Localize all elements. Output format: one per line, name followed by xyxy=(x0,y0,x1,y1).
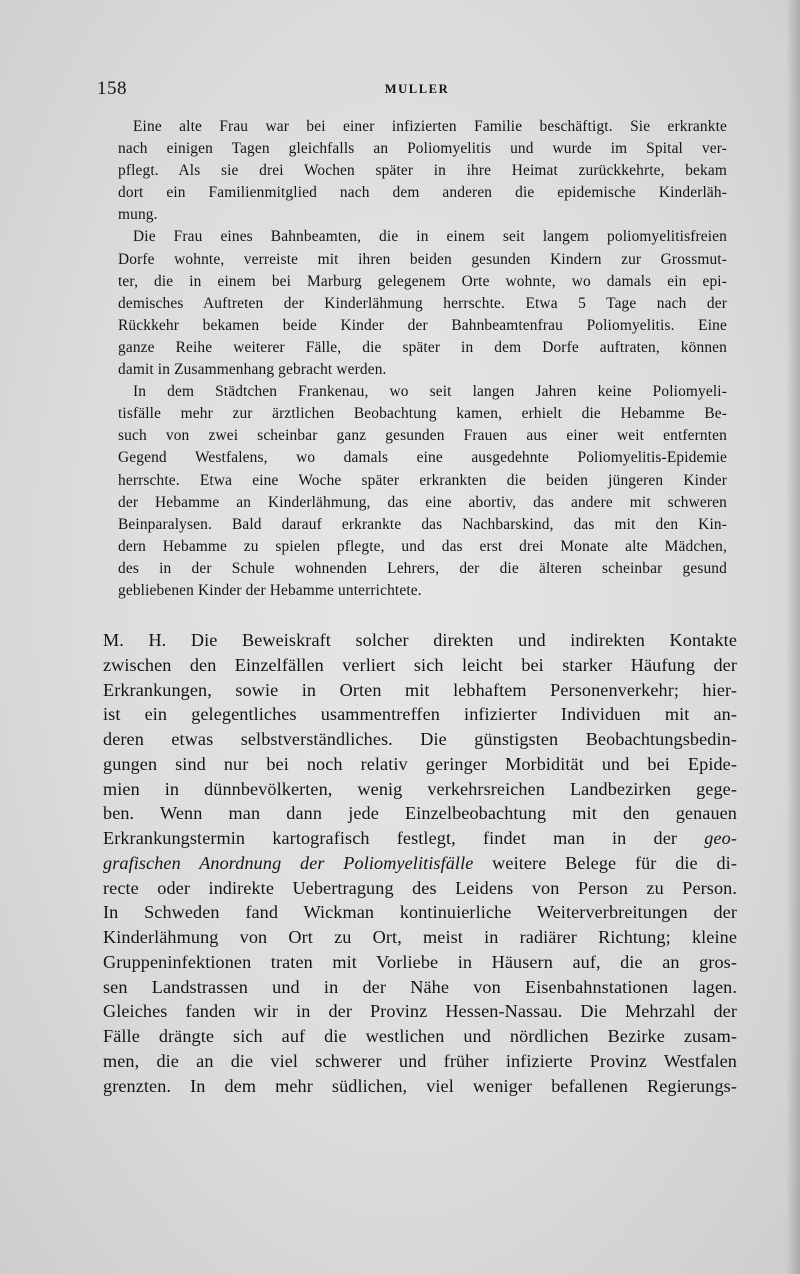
text-segment: Erkrankungstermin kartografisch festlegt, findet man in der xyxy=(103,828,678,848)
paragraph-main xyxy=(103,628,737,1098)
text-line: tisfälle mehr zur ärztlichen Beobachtung kamen, erhielt die Hebamme Be- xyxy=(118,405,727,423)
paragraph-railway-officer-wife xyxy=(103,226,727,381)
text-segment: weitere Belege für die di- xyxy=(492,852,737,873)
text-line: der Hebamme an Kinderlähmung, das eine abortiv, das andere mit schweren xyxy=(118,493,727,511)
text-line: Gleiches fanden wir in der Provinz Hessen-Nassau. Die Mehrzahl der xyxy=(103,1001,737,1022)
text-line: zwischen den Einzelfällen verliert sich leicht bei starker Häufung der xyxy=(103,654,737,675)
text-line: gebliebenen Kinder der Hebamme unterrichtete. xyxy=(118,581,422,599)
text-line: M. H. Die Beweiskraft solcher direkten und indirekten Kontakte xyxy=(103,630,737,650)
text-line: demisches Auftreten der Kinderlähmung herrschte. Etwa 5 Tage nach der xyxy=(118,294,727,312)
page-edge-shadow xyxy=(786,0,800,1274)
text-line: Dorfe wohnte, verreiste mit ihren beiden gesunden Kindern zur Grossmut- xyxy=(118,250,727,268)
text-line: ganze Reihe weiterer Fälle, die später in dem Dorfe auftraten, können xyxy=(118,338,727,356)
page-header xyxy=(97,78,737,104)
text-line: des in der Schule wohnenden Lehrers, der die älteren scheinbar gesund xyxy=(118,559,727,577)
text-line: dort ein Familienmitglied nach dem anderen die epidemische Kinderläh- xyxy=(118,184,727,202)
text-line: deren etwas selbstverständliches. Die günstigsten Beobachtungsbedin- xyxy=(103,729,737,749)
text-line: Die Frau eines Bahnbeamten, die in einem seit langem poliomyelitisfreien xyxy=(133,228,727,246)
text-line: gungen sind nur bei noch relativ geringer Morbidität und bei Epide- xyxy=(103,753,737,774)
text-line xyxy=(103,826,737,851)
text-line xyxy=(103,851,737,876)
text-line: Fälle drängte sich auf die westlichen und nördlichen Bezirke zusam- xyxy=(103,1026,737,1046)
text-line: Beinparalysen. Bald darauf erkrankte das Nachbarskind, das mit den Kin- xyxy=(118,515,727,533)
page-number: 158 xyxy=(97,78,127,99)
text-line: Gegend Westfalens, wo damals eine ausgedehnte Poliomyelitis-Epidemie xyxy=(118,449,727,467)
text-line: Kinderlähmung von Ort zu Ort, meist in radiärer Richtung; kleine xyxy=(103,927,737,947)
text-line: sen Landstrassen und in der Nähe von Eisenbahnstationen lagen. xyxy=(103,976,737,997)
text-line: In dem Städtchen Frankenau, wo seit langen Jahren keine Poliomyeli- xyxy=(133,383,727,401)
text-line: nach einigen Tagen gleichfalls an Poliomyelitis und wurde im Spital ver- xyxy=(118,140,727,158)
text-line: recte oder indirekte Uebertragung des Leidens von Person zu Person. xyxy=(103,877,737,898)
text-line: Rückkehr bekamen beide Kinder der Bahnbeamtenfrau Poliomyelitis. Eine xyxy=(118,316,727,334)
text-line: men, die an die viel schwerer und früher infizierte Provinz Westfalen xyxy=(103,1050,737,1071)
text-line: mien in dünnbevölkerten, wenig verkehrsreichen Landbezirken gege- xyxy=(103,778,737,799)
text-line: grenzten. In dem mehr südlichen, viel weniger befallenen Regierungs- xyxy=(103,1075,737,1096)
text-line: pflegt. Als sie drei Wochen später in ihre Heimat zurückkehrte, bekam xyxy=(118,162,727,180)
small-print-section xyxy=(103,116,727,602)
text-line: herrschte. Etwa eine Woche später erkrankten die beiden jüngeren Kinder xyxy=(118,471,727,489)
text-line: damit in Zusammenhang gebracht werden. xyxy=(118,361,387,379)
paragraph-old-woman xyxy=(103,116,727,226)
running-head: MULLER xyxy=(384,82,450,96)
text-line: ter, die in einem bei Marburg gelegenem Orte wohnte, wo damals ein epi- xyxy=(118,272,727,290)
main-text-section xyxy=(103,628,737,1098)
text-line: Erkrankungen, sowie in Orten mit lebhaftem Personenverkehr; hier- xyxy=(103,679,737,700)
italic-term: geo- xyxy=(704,828,737,848)
text-line: mung. xyxy=(118,206,158,224)
italic-term: grafischen Anordnung der Poliomyelitisfälle xyxy=(103,852,474,873)
text-line: dern Hebamme zu spielen pflegte, und das erst drei Monate alte Mädchen, xyxy=(118,537,727,555)
text-line: ben. Wenn man dann jede Einzelbeobachtung mit den genauen xyxy=(103,803,737,824)
text-line: ist ein gelegentliches usammentreffen infizierter Individuen mit an- xyxy=(103,704,737,725)
text-line: In Schweden fand Wickman kontinuierliche Weiterverbreitungen der xyxy=(103,902,737,923)
text-line: Eine alte Frau war bei einer infizierten Familie beschäftigt. Sie erkrankte xyxy=(133,118,727,135)
text-line: such von zwei scheinbar ganz gesunden Frauen aus einer weit entfernten xyxy=(118,427,727,445)
text-line: Gruppeninfektionen traten mit Vorliebe in Häusern auf, die an gros- xyxy=(103,951,737,972)
paragraph-frankenau xyxy=(103,381,727,602)
